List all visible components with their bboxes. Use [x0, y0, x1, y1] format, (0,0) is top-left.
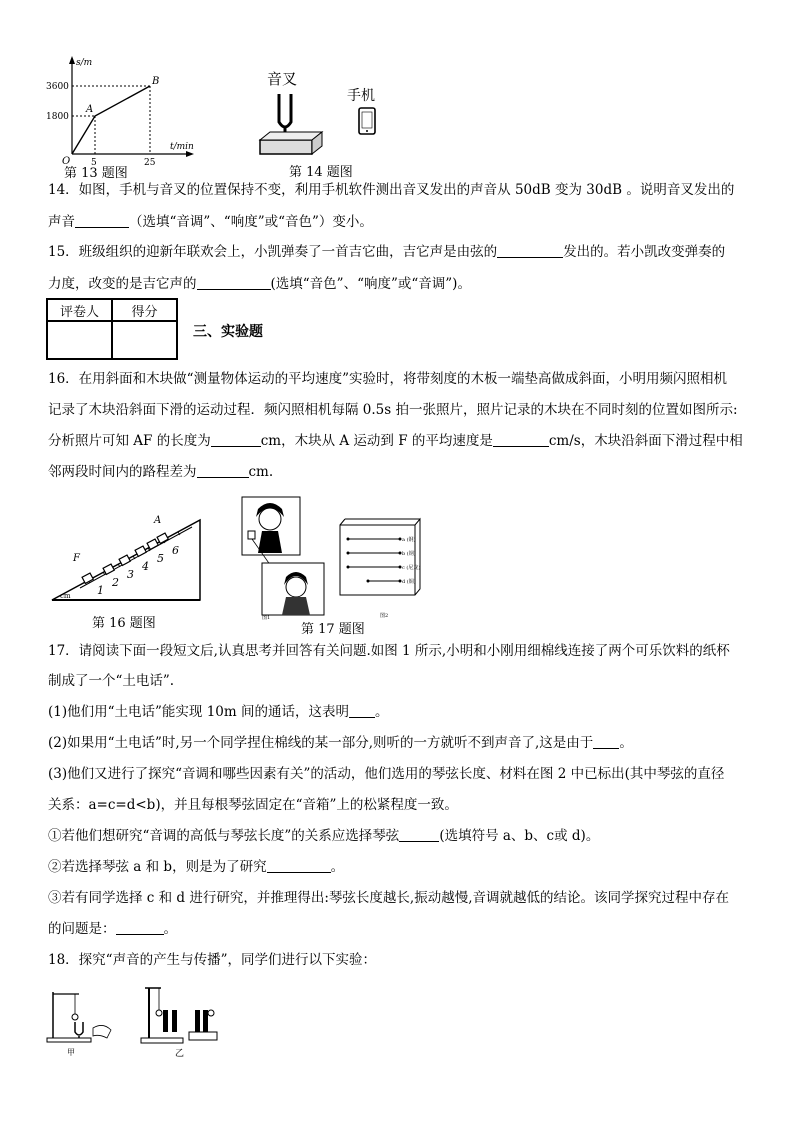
- fig17-string-c: c (尼龙): [402, 565, 421, 571]
- fig14-phone-label: 手机: [347, 88, 375, 104]
- q15-line1: 15．班级组织的迎新年联欢会上，小凯弹奏了一首吉它曲，吉它声是由弦的 发出的。若小凯改变弹奏的: [48, 244, 726, 260]
- q16-line3: 分析照片可知 AF 的长度为 cm，木块从 A 运动到 F 的平均速度是 cm/s，木块沿斜面下滑过程中相: [48, 433, 743, 449]
- fig16-tick-3: 3: [127, 568, 134, 581]
- fig17-string-a: a (钢): [402, 537, 416, 543]
- fig13-tick-25: 25: [144, 158, 156, 168]
- score-table-grader-header: 评卷人: [47, 299, 112, 321]
- fig16-label-f: F: [73, 553, 80, 564]
- q15-blank-1[interactable]: [497, 243, 563, 258]
- fig14-illustration: [255, 66, 405, 161]
- fig17-person1-face: [259, 508, 281, 530]
- fig16-tick-6: 6: [172, 544, 179, 557]
- q17-sub1: ①若他们想研究“音调的高低与琴弦长度”的关系应选择琴弦 (选填符号 a、b、c或 d)。: [48, 828, 600, 844]
- resonance-box-icon: [260, 140, 312, 154]
- fig16-unit: cm: [60, 592, 71, 600]
- q16-line2: 记录了木块沿斜面下滑的运动过程．频闪照相机每隔 0.5s 拍一张照片，照片记录的木块在不同时刻的位置如图所示:: [48, 402, 738, 418]
- q17-part3-line2: 关系：a=c=d<b)，并且每根琴弦固定在“音箱”上的松紧程度一致。: [48, 797, 458, 813]
- fig13-y-arrow: [69, 56, 75, 64]
- fig17-img2-label: 图2: [380, 613, 389, 619]
- fig14-caption: 第 14 题图: [289, 165, 353, 180]
- q16-blank-3[interactable]: [197, 463, 249, 478]
- fig13-y-label: s/m: [76, 58, 93, 68]
- fig17-illustration: [240, 497, 450, 622]
- fig16-tick-4: 4: [142, 560, 149, 573]
- q14-line1: 14．如图，手机与音叉的位置保持不变，利用手机软件测出音叉发出的声音从 50dB 变为 30dB 。说明音叉发出的: [48, 182, 735, 198]
- fig16-label-a: A: [154, 515, 162, 526]
- fig16-tick-2: 2: [112, 576, 119, 589]
- q17-sub3-line2: 的问题是： 。: [48, 921, 177, 937]
- q17-sub2: ②若选择琴弦 a 和 b，则是为了研究 。: [48, 859, 345, 875]
- q16-line4: 邻两段时间内的路程差为 cm.: [48, 464, 274, 480]
- fig13-tick-1800: 1800: [46, 112, 69, 122]
- fig16-tick-1: 1: [97, 584, 104, 597]
- q17-blank-1[interactable]: [349, 703, 375, 718]
- fig14-fork-label: 音叉: [267, 70, 298, 88]
- fig18-illustration: [45, 980, 225, 1060]
- q18-line1: 18．探究“声音的产生与传播”，同学们进行以下实验：: [48, 952, 376, 968]
- q17-part3-line1: (3)他们又进行了探究“音调和哪些因素有关”的活动，他们选用的琴弦长度、材料在图 2 中已标出(其中琴弦的直径: [48, 766, 725, 782]
- q16-line1: 16．在用斜面和木块做“测量物体运动的平均速度”实验时，将带刻度的木板一端垫高做成斜面，小明用频闪照相机: [48, 371, 727, 387]
- fig18-label-yi: 乙: [175, 1049, 185, 1059]
- hand-icon: [93, 1025, 111, 1038]
- fig13-graph: [40, 56, 210, 166]
- q17-line2: 制成了一个“土电话”.: [48, 673, 175, 689]
- fig13-tick-3600: 3600: [46, 82, 69, 92]
- q17-blank-5[interactable]: [116, 920, 164, 935]
- fig13-caption: 第 13 题图: [64, 166, 128, 181]
- fig16-caption: 第 16 题图: [92, 616, 156, 631]
- tuning-fork-icon: [279, 94, 291, 127]
- q17-sub3-line1: ③若有同学选择 c 和 d 进行研究，并推理得出:琴弦长度越长,振动越慢,音调就越低的结论。该同学探究过程中存在: [48, 890, 729, 906]
- score-table-score-header: 得分: [112, 299, 177, 321]
- q17-blank-2[interactable]: [593, 734, 619, 749]
- q14-answer-blank[interactable]: [75, 213, 129, 228]
- q17-blank-4[interactable]: [267, 858, 331, 873]
- q17-part1: (1)他们用“土电话”能实现 10m 间的通话，这表明 。: [48, 704, 389, 720]
- fig18-label-jia: 甲: [67, 1048, 75, 1057]
- q16-blank-2[interactable]: [493, 432, 549, 447]
- fig16-tick-5: 5: [157, 552, 164, 565]
- fig13-line: [72, 86, 150, 154]
- fig16-incline: [50, 500, 210, 605]
- q16-blank-1[interactable]: [211, 432, 261, 447]
- tuning-fork-icon-2: [75, 1022, 83, 1035]
- fig13-x-label: t/min: [170, 142, 194, 152]
- fig17-person2-face: [286, 577, 306, 597]
- section-heading: 三、实验题: [193, 324, 263, 340]
- q14-line2: 声音 （选填“音调”、“响度”或“音色”）变小。: [48, 214, 373, 230]
- fig17-string-b: b (钢): [402, 551, 416, 557]
- fig17-string-d: d (铜): [402, 579, 416, 585]
- fig13-origin: O: [62, 156, 71, 167]
- score-table-grader-cell[interactable]: [47, 321, 112, 359]
- fig13-tick-5: 5: [91, 158, 97, 168]
- q17-part2: (2)如果用“土电话”时,另一个同学捏住棉线的某一部分,则听的一方就听不到声音了,这是由于 。: [48, 735, 633, 751]
- fig17-img1-label: 图1: [262, 615, 271, 621]
- fig13-point-a: A: [86, 104, 94, 115]
- q15-line2: 力度，改变的是吉它声的 (选填“音色”、“响度”或“音调”)。: [48, 276, 471, 292]
- q17-blank-3[interactable]: [399, 827, 439, 842]
- q15-blank-2[interactable]: [197, 275, 271, 290]
- cup-icon: [248, 531, 255, 539]
- fig13-point-b: B: [152, 76, 160, 87]
- score-table: [46, 298, 178, 360]
- score-table-score-cell[interactable]: [112, 321, 177, 359]
- q17-line1: 17．请阅读下面一段短文后,认真思考并回答有关问题.如图 1 所示,小明和小刚用细棉线连接了两个可乐饮料的纸杯: [48, 643, 730, 659]
- fig17-caption: 第 17 题图: [301, 622, 365, 637]
- pith-ball-icon: [72, 1014, 78, 1020]
